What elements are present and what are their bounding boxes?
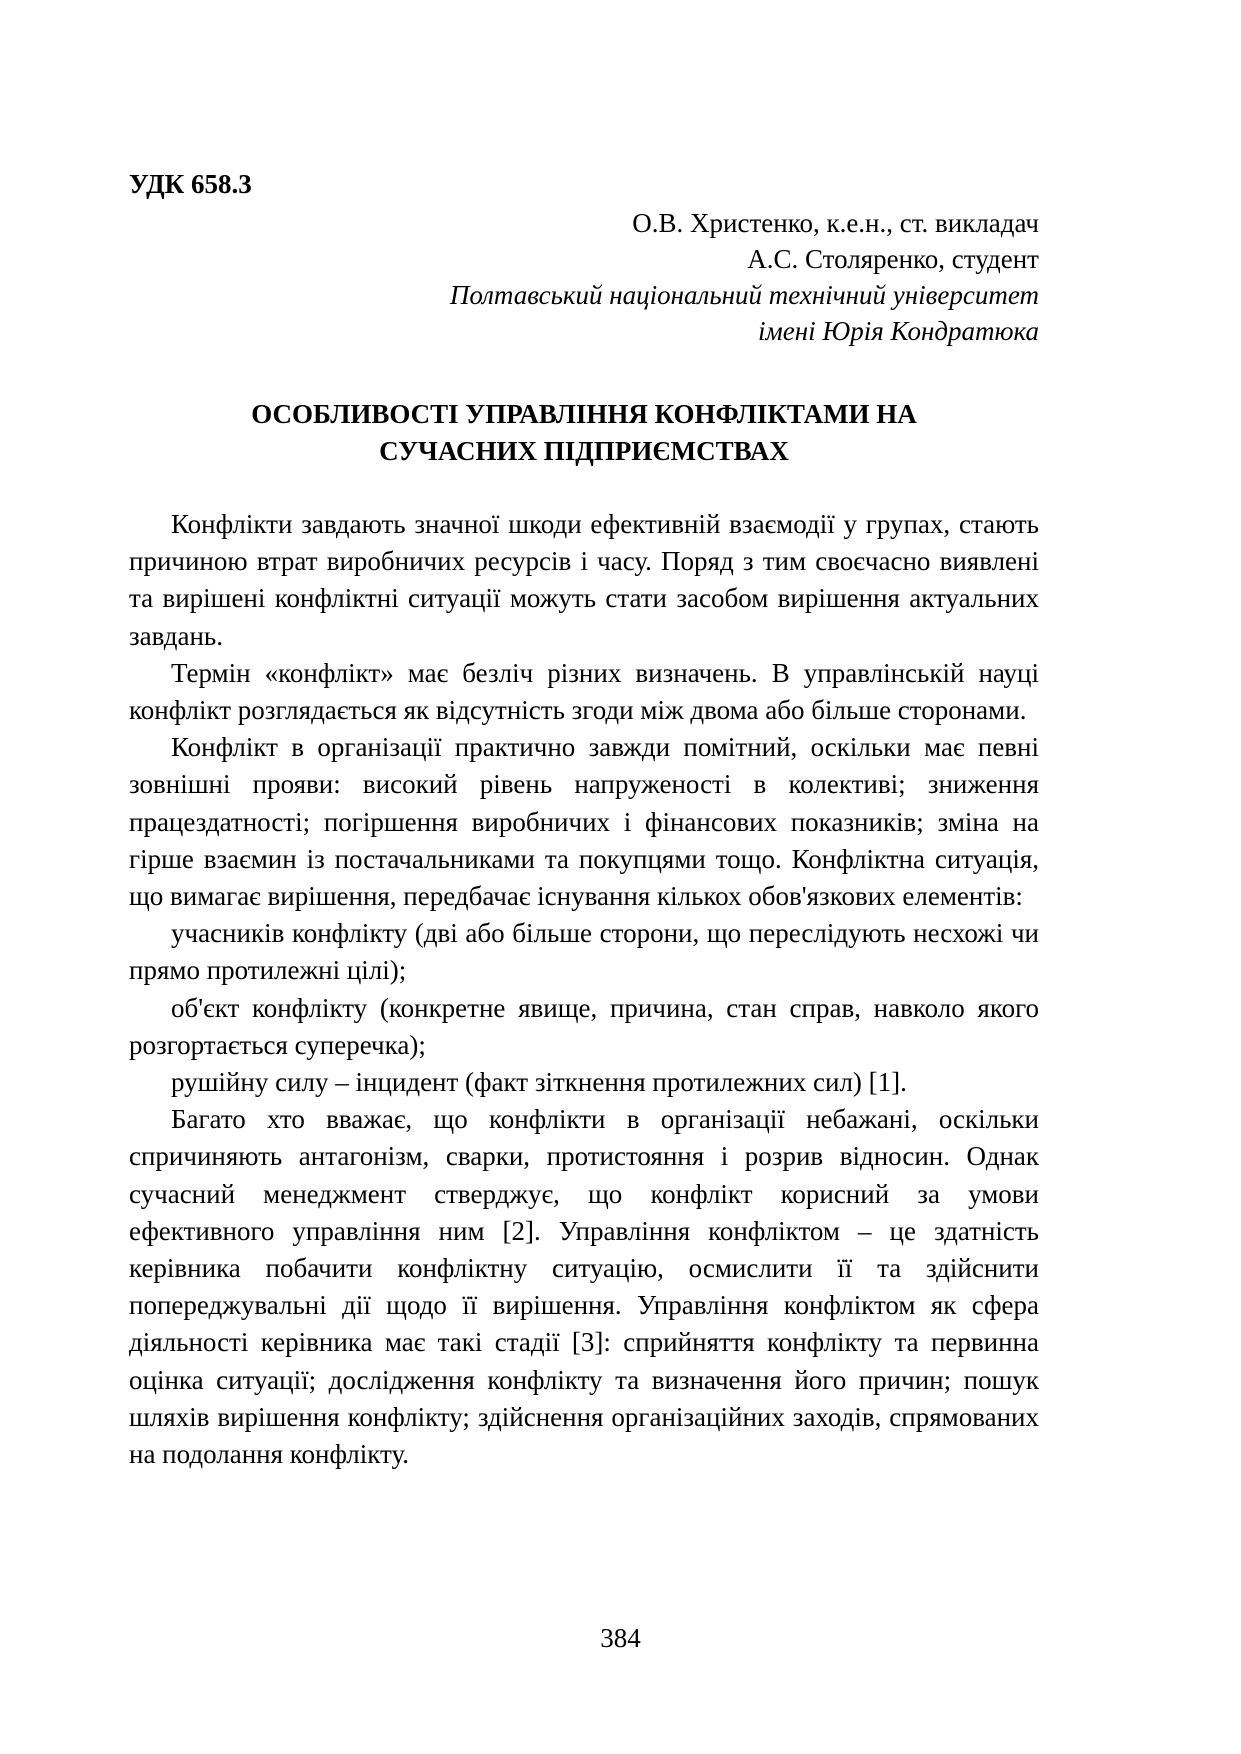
affiliation-line: Полтавський національний технічний університет: [449, 280, 1039, 310]
article-body: [129, 506, 1039, 1473]
author-block: [450, 205, 1039, 349]
title-line: ОСОБЛИВОСТІ УПРАВЛІННЯ КОНФЛІКТАМИ НА: [251, 399, 917, 429]
body-paragraph: Конфлікти завдають значної шкоди ефективній взаємодії у групах, стають причиною втрат виробничих ресурсів і часу. Поряд з тим своєчасно виявлені та вирішені конфліктні ситуації можуть стати засобом вирішення актуальних завдань.: [129, 509, 1039, 651]
author-line: О.В. Христенко, к.е.н., ст. викладач: [632, 208, 1039, 238]
author-line: А.С. Столяренко, студент: [747, 244, 1039, 274]
body-paragraph: Багато хто вважає, що конфлікти в організації небажані, оскільки спричиняють антагонізм, сварки, протистояння і розрив відносин. Однак сучасний менеджмент стверджує, що конфлікт корисний за умови ефективного управління ним [2]. Управління конфліктом – це здатність керівника побачити конфліктну ситуацію, осмислити її та здійснити попереджувальні дії щодо її вирішення. Управління конфліктом як сфера діяльності керівника має такі стадії [3]: сприйняття конфлікту та первинна оцінка ситуації; дослідження конфлікту та визначення його причин; пошук шляхів вирішення конфлікту; здійснення організаційних заходів, спрямованих на подолання конфлікту.: [129, 1104, 1039, 1470]
affiliation-line: імені Юрія Кондратюка: [758, 316, 1039, 346]
list-item-paragraph: об'єкт конфлікту (конкретне явище, причина, стан справ, навколо якого розгортається суперечка);: [129, 992, 1039, 1060]
udk-code: УДК 658.3: [129, 169, 252, 199]
page-number: 384: [600, 1623, 641, 1653]
article-title: [129, 396, 1039, 470]
list-item-paragraph: рушійну силу – інцидент (факт зіткнення протилежних сил) [1].: [171, 1067, 907, 1098]
title-line: СУЧАСНИХ ПІДПРИЄМСТВАХ: [379, 436, 789, 466]
body-paragraph: Конфлікт в організації практично завжди помітний, оскільки має певні зовнішні прояви: високий рівень напруженості в колективі; зниження працездатності; погіршення виробничих і фінансових показників; зміна на гірше взаємин із постачальниками та покупцями тощо. Конфліктна ситуація, що вимагає вирішення, передбачає існування кількох обов'язкових елементів:: [129, 732, 1039, 912]
list-item-paragraph: учасників конфлікту (дві або більше сторони, що переслідують несхожі чи прямо протилежні цілі);: [129, 918, 1039, 986]
body-paragraph: Термін «конфлікт» має безліч різних визначень. В управлінській науці конфлікт розглядається як відсутність згоди між двома або більше сторонами.: [129, 657, 1039, 726]
